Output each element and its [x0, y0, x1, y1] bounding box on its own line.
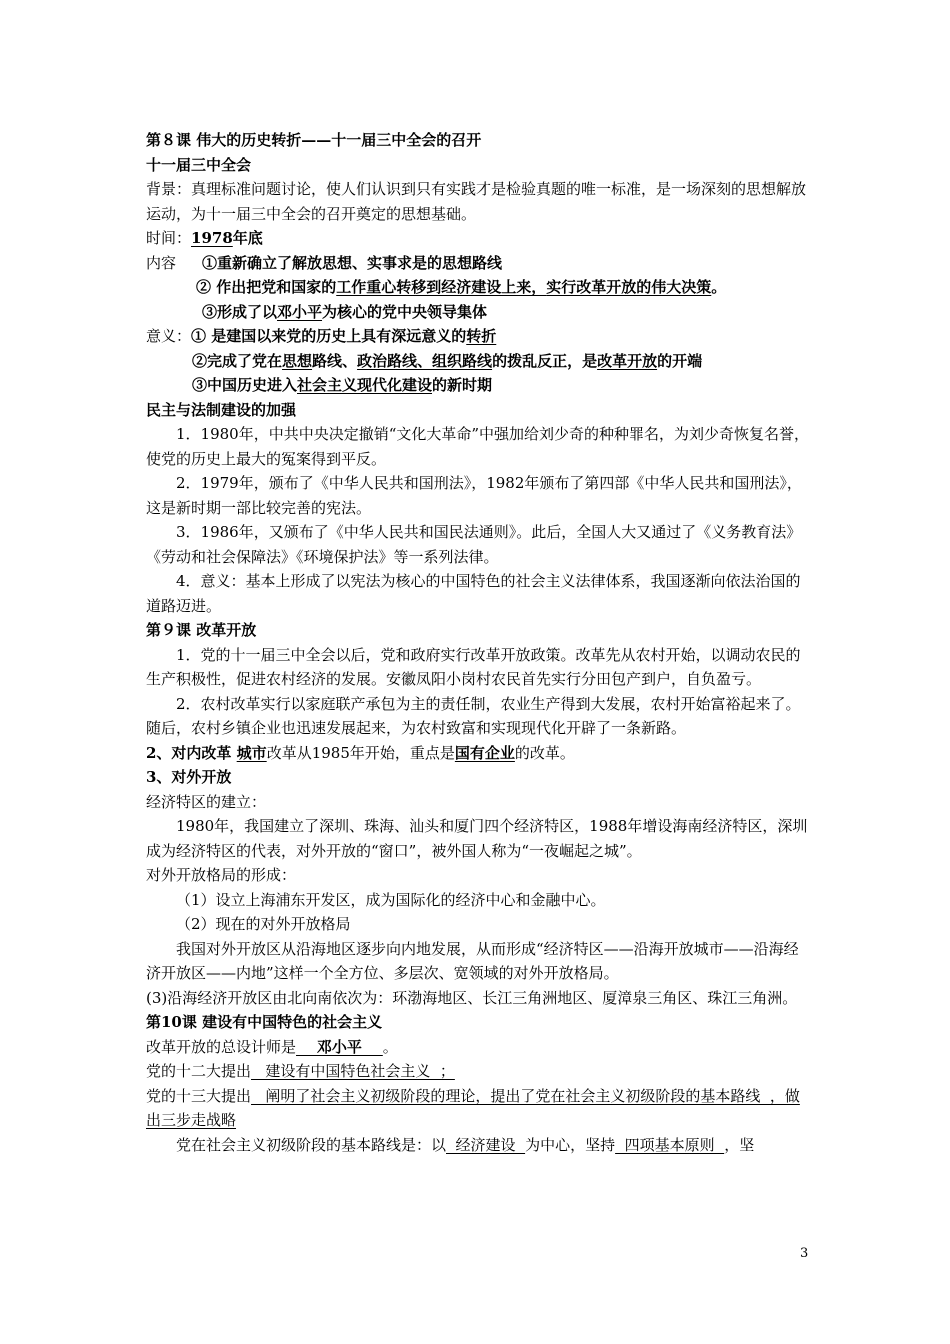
basic-line-answer-2: 四项基本原则	[615, 1135, 725, 1154]
lesson8-title: 第８课 伟大的历史转折——十一届三中全会的召开	[146, 131, 482, 149]
meaning-item-2-e: 的拨乱反正，是	[492, 351, 598, 370]
content-item-2-b: 工作重心转移到经济建设上来，	[336, 278, 547, 296]
internal-reform-label: 2、对内改革	[146, 743, 237, 762]
reform-paragraph-1: 1．党的十一届三中全会以后，党和政府实行改革开放政策。改革先从农村开始，以调动农民的生产积极性，促进农村经济的发展。安徽凤阳小岗村农民首先实行分田包产到户，自负盈亏。	[146, 645, 801, 688]
pattern-item-3: (3)沿海经济开放区由北向南依次为：环渤海地区、长江三角洲地区、厦漳泉三角区、珠江三角洲。	[146, 988, 798, 1007]
content-item-3-b: 邓小平	[277, 302, 323, 321]
pattern-item-1: （1）设立上海浦东开发区，成为国际化的经济中心和金融中心。	[176, 890, 606, 909]
basic-line-answer-1: 经济建设	[446, 1135, 526, 1154]
pattern-item-2-text: 我国对外开放区从沿海地区逐步向内地发展，从而形成“经济特区——沿海开放城市——沿海经济开放区——内地”这样一个全方位、多层次、宽领域的对外开放格局。	[146, 939, 799, 982]
chief-designer-name: 邓小平	[296, 1037, 383, 1056]
external-opening-heading: 3、对外开放	[146, 768, 232, 786]
content-label: 内容	[146, 253, 177, 272]
content-item-1: ①重新确立了解放思想、实事求是的思想路线	[202, 253, 503, 272]
democracy-item-1: 1．1980年，中共中央决定撤销“文化大革命”中强加给刘少奇的种种罪名，为刘少奇恢复名誉，使党的历史上最大的冤案得到平反。	[146, 425, 810, 468]
content-line-1	[146, 251, 810, 276]
content-item-2-a: ② 作出把党和国家的	[196, 278, 337, 296]
twelfth-congress-line	[146, 1059, 810, 1084]
thirteenth-congress-answer: 阐明了社会主义初级阶段的理论，提出了党在社会主义初级阶段的基本路线 ，做出三步走战略	[146, 1086, 800, 1129]
meaning-label: 意义：	[146, 327, 192, 345]
meaning-item-2-d: 政治路线、组织路线	[357, 351, 493, 370]
meaning-item-2-a: ②完成了党在	[192, 351, 283, 370]
chief-designer-line	[146, 1035, 810, 1060]
pattern-item-2: （2）现在的对外开放格局	[176, 915, 351, 933]
content-item-2-c: 实行改革开放的伟大决策	[546, 278, 712, 296]
basic-line-mid: 为中心，坚持	[525, 1135, 616, 1154]
meaning-item-3-c: 的新时期	[432, 376, 493, 394]
meaning-line-1	[146, 324, 810, 349]
democracy-item-3: 3．1986年，又颁布了《中华人民共和国民法通则》。此后，全国人大又通过了《义务教育法》《劳动和社会保障法》《环境保护法》等一系列法律。	[146, 523, 802, 566]
pattern-heading: 对外开放格局的形成：	[146, 866, 297, 884]
lesson10-title: 第10课 建设有中国特色的社会主义	[146, 1013, 383, 1031]
basic-line-line	[146, 1133, 810, 1158]
chief-designer-end: 。	[382, 1037, 398, 1056]
internal-reform-city: 城市	[236, 743, 267, 762]
democracy-heading: 民主与法制建设的加强	[146, 400, 297, 419]
time-suffix: 年底	[232, 229, 263, 247]
time-value: 1978	[191, 229, 233, 247]
meaning-item-2-c: 路线、	[312, 351, 358, 370]
content-line-2	[146, 275, 810, 300]
meaning-item-2-g: 的开端	[657, 351, 703, 370]
meaning-item-1-b: 转折	[466, 327, 497, 345]
internal-reform-soe: 国有企业	[454, 743, 515, 762]
time-line	[146, 226, 810, 251]
democracy-item-4: 4．意义：基本上形成了以宪法为核心的中国特色的社会主义法律体系，我国逐渐向依法治国的道路迈进。	[146, 572, 801, 615]
page-number: 3	[800, 1246, 809, 1261]
twelfth-congress-text: 党的十二大提出	[146, 1062, 252, 1080]
background-paragraph: 背景：真理标准问题讨论，使人们认识到只有实践才是检验真题的唯一标准，是一场深刻的思想解放运动，为十一届三中全会的召开奠定的思想基础。	[146, 180, 807, 223]
internal-reform-line	[146, 741, 810, 766]
lesson9-title: 第９课 改革开放	[146, 621, 257, 639]
internal-reform-text: 改革从1985年开始，重点是	[266, 743, 455, 762]
chief-designer-text: 改革开放的总设计师是	[146, 1037, 297, 1056]
time-label: 时间：	[146, 229, 192, 247]
basic-line-text: 党在社会主义初级阶段的基本路线是：以	[176, 1135, 447, 1154]
internal-reform-end: 的改革。	[514, 743, 575, 762]
content-item-3-c: 为核心的党中央领导集体	[322, 302, 488, 321]
twelfth-congress-answer: 建设有中国特色社会主义 ；	[251, 1062, 455, 1080]
meaning-item-2-f: 改革开放	[597, 351, 658, 370]
content-item-2-d: 。	[711, 278, 727, 296]
section-heading-third-plenum: 十一届三中全会	[146, 155, 252, 174]
reform-paragraph-2: 2．农村改革实行以家庭联产承包为主的责任制，农业生产得到大发展，农村开始富裕起来了。随后，农村乡镇企业也迅速发展起来，为农村致富和实现现代化开辟了一条新路。	[146, 694, 801, 737]
meaning-item-3-a: ③中国历史进入	[192, 376, 298, 394]
thirteenth-congress-line	[146, 1084, 810, 1133]
content-item-3-a: ③形成了以	[202, 302, 278, 321]
meaning-item-1-a: ① 是建国以来党的历史上具有深远意义的	[191, 327, 467, 345]
meaning-item-3-b: 社会主义现代化建设	[297, 376, 433, 394]
meaning-line-2	[146, 349, 810, 374]
meaning-line-3	[146, 373, 810, 398]
page-content	[146, 128, 810, 1157]
democracy-item-2: 2．1979年，颁布了《中华人民共和国刑法》，1982年颁布了第四部《中华人民共和国刑法》，这是新时期一部比较完善的宪法。	[146, 474, 802, 517]
sez-paragraph: 1980年，我国建立了深圳、珠海、汕头和厦门四个经济特区，1988年增设海南经济特区，深圳成为经济特区的代表，对外开放的“窗口”，被外国人称为“一夜崛起之城”。	[146, 817, 808, 860]
sez-heading: 经济特区的建立：	[146, 792, 267, 811]
meaning-item-2-b: 思想	[282, 351, 313, 370]
basic-line-end: ，坚	[724, 1135, 755, 1154]
thirteenth-congress-text: 党的十三大提出	[146, 1086, 252, 1105]
content-line-3	[146, 300, 810, 325]
